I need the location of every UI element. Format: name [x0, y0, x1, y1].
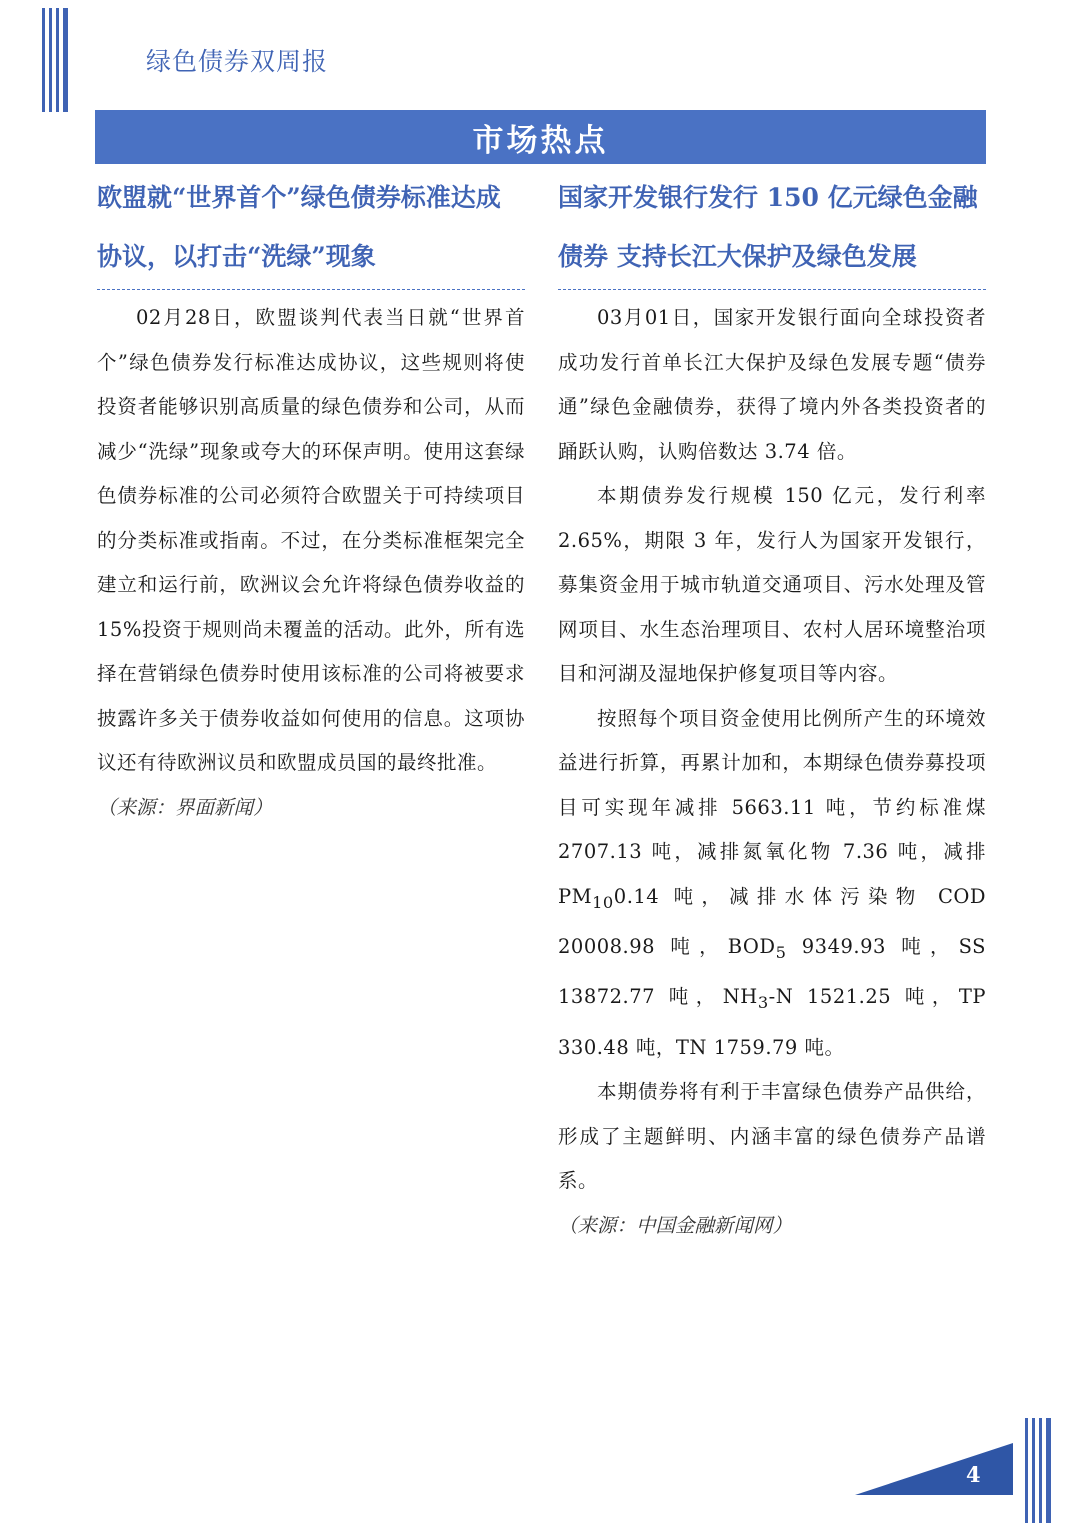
section-banner: [95, 110, 986, 164]
right-article-paragraph-4: 本期债券将有利于丰富绿色债券产品供给，形成了主题鲜明、内涵丰富的绿色债券产品谱系。: [558, 1080, 986, 1193]
right-article-divider: [558, 289, 986, 290]
pm-subscript: 10: [592, 892, 614, 912]
p3-text-a: 按照每个项目资金使用比例所产生的环境效益进行折算，再累计加和，本期绿色债券募投项目可实现年减排 5663.11 吨，节约标准煤 2707.13 吨，减排氮氧化物 7.36 吨，减排 PM: [558, 706, 986, 908]
right-article: [558, 168, 986, 1248]
left-article-paragraph: 02月28日，欧盟谈判代表当日就“世界首个”绿色债券发行标准达成协议，这些规则将使投资者能够识别高质量的绿色债券和公司，从而减少“洗绿”现象或夸大的环保声明。使用这套绿色债券标准的公司必须符合欧盟关于可持续项目的分类标准或指南。不过，在分类标准框架完全建立和运行前，欧洲议会允许将绿色债券收益的 15%投资于规则尚未覆盖的活动。此外，所有选择在营销绿色债券时使用该标准的公司将被要求披露许多关于债券收益如何使用的信息。这项协议还有待欧洲议员和欧盟成员国的最终批准。: [97, 306, 525, 774]
report-title: 绿色债券双周报: [146, 47, 329, 76]
p3-text-b: 0.14 吨，减排水体污染物 COD 20008.98 吨，BOD: [558, 884, 986, 958]
right-article-paragraph-2: 本期债券发行规模 150 亿元，发行利率2.65%，期限 3 年，发行人为国家开发银行，募集资金用于城市轨道交通项目、污水处理及管网项目、水生态治理项目、农村人居环境整治项目和河湖及湿地保护修复项目等内容。: [558, 484, 986, 685]
left-article: [97, 168, 525, 830]
bottom-right-decorative-bars: [1025, 1418, 1051, 1523]
p3-text-c: 9349.93 吨，SS 13872.77 吨，NH: [558, 934, 986, 1009]
left-article-divider: [97, 289, 525, 290]
right-article-paragraph-3: [558, 697, 986, 1071]
left-article-title: 欧盟就“世界首个”绿色债券标准达成协议，以打击“洗绿”现象: [97, 183, 501, 271]
page-number-triangle: [855, 1443, 1013, 1495]
right-article-paragraph-1: 03月01日，国家开发银行面向全球投资者成功发行首单长江大保护及绿色发展专题“债券通”绿色金融债券，获得了境内外各类投资者的踊跃认购，认购倍数达 3.74 倍。: [558, 306, 986, 463]
bod-subscript: 5: [775, 942, 787, 962]
right-article-title: 国家开发银行发行 150 亿元绿色金融债券 支持长江大保护及绿色发展: [558, 183, 978, 271]
page-number: 4: [966, 1462, 981, 1487]
p3-text-d: -N 1521.25 吨，TP 330.48 吨，TN 1759.79 吨。: [558, 985, 986, 1059]
left-article-source: （来源：界面新闻）: [97, 795, 273, 819]
right-article-source: （来源：中国金融新闻网）: [558, 1213, 793, 1237]
nh-subscript: 3: [757, 993, 769, 1013]
section-title: 市场热点: [472, 122, 609, 159]
top-left-decorative-bars: [42, 8, 68, 112]
